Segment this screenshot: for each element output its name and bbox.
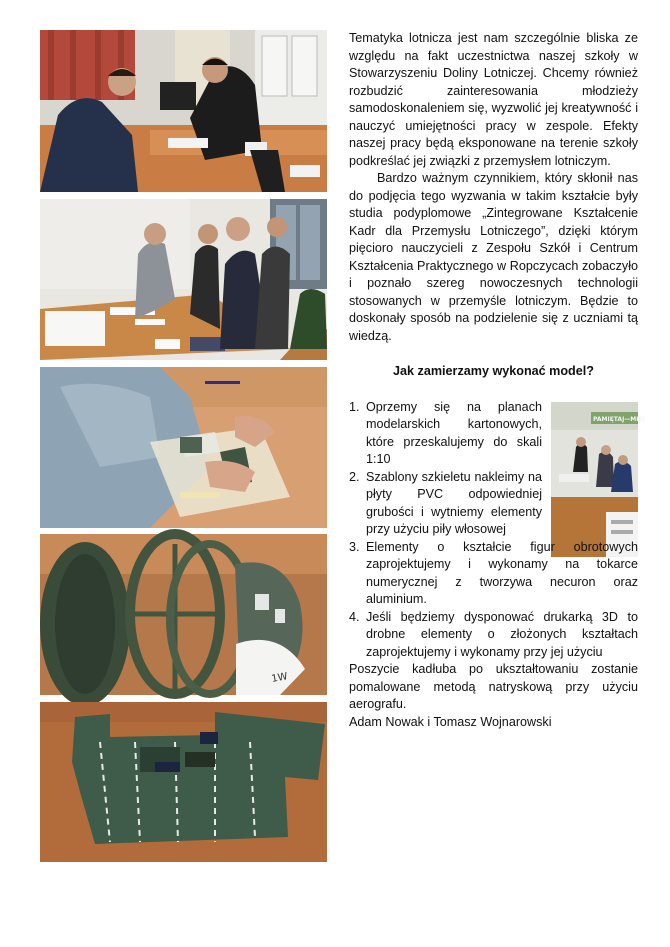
list-item-number: 1. — [349, 399, 360, 414]
list-item — [349, 399, 542, 469]
photo-workshop-room — [551, 402, 645, 557]
banner-text: PAMIĘTAJ—MIEJ — [593, 415, 645, 423]
list-item-text: Jeśli będziemy dysponować drukarką 3D to drobne elementy o złożonych kształtach zaprojektujemy i wykonamy przy jej użyciu — [366, 609, 638, 659]
list-item-number: 4. — [349, 609, 360, 624]
list-item-text: Szablony szkieletu nakleimy na płyty PVC odpowiedniej grubości i wytniemy elementy przy użyciu piły włosowej — [366, 469, 542, 536]
part-label-text: 1W — [270, 671, 289, 685]
photo-pvc-frame — [40, 534, 327, 695]
photo-assembling-part — [40, 367, 327, 528]
authors: Adam Nowak i Tomasz Wojnarowski — [349, 714, 552, 729]
paragraph-closing: Poszycie kadłuba po ukształtowaniu zostanie pomalowane metodą natryskową przy użyciu aerografu. — [349, 662, 638, 711]
list-item-text: Oprzemy się na planach modelarskich kartonowych, które przeskalujemy do skali 1:10 — [366, 399, 542, 466]
list-item — [349, 539, 638, 609]
section-heading: Jak zamierzamy wykonać model? — [393, 364, 594, 378]
list-item-text: Elementy o kształcie figur obrotowych zaprojektujemy i wykonamy na tokarce numerycznej z tworzywa necuron oraz aluminium. — [366, 539, 638, 606]
photo-students-at-desks — [40, 30, 327, 192]
steps-list-area — [349, 399, 645, 662]
list-item — [349, 469, 542, 539]
paragraph-intro: Tematyka lotnicza jest nam szczególnie bliska ze względu na fakt uczestnictwa naszej szkoły w Stowarzyszeniu Doliny Lotniczej. Chcemy również rozbudzić zainteresowania młodzieży samodoskonaleniem się, wyzwolić jej kreatywność i nauczyć umiejętności pracy w zespole. Efekty naszej pracy będą eksponowane na terenie szkoły podkreślać jej związki z przemysłem lotniczym. — [349, 31, 638, 168]
list-item-number: 3. — [349, 539, 360, 554]
paragraph-motivation: Bardzo ważnym czynnikiem, który skłonił nas do podjęcia tego wyzwania w takim kształcie były studia podyplomowe „Zintegrowane Kształcenie Kadr dla Przemysłu Lotniczego”, dzięki którym pięcioro nauczycieli z Zespołu Szkół i Centrum Kształcenia Praktycznego w Ropczycach zobaczyło i poznało szereg nowoczesnych technologii stosowanych w przemyśle lotniczym. Będzie to doskonały sposób na podzielenie się z uczniami tą wiedzą. — [349, 171, 638, 343]
photo-flat-template — [40, 702, 327, 862]
list-item — [349, 609, 638, 662]
list-item-number: 2. — [349, 469, 360, 484]
article-text — [349, 30, 645, 731]
photo-group-with-templates — [40, 199, 327, 360]
